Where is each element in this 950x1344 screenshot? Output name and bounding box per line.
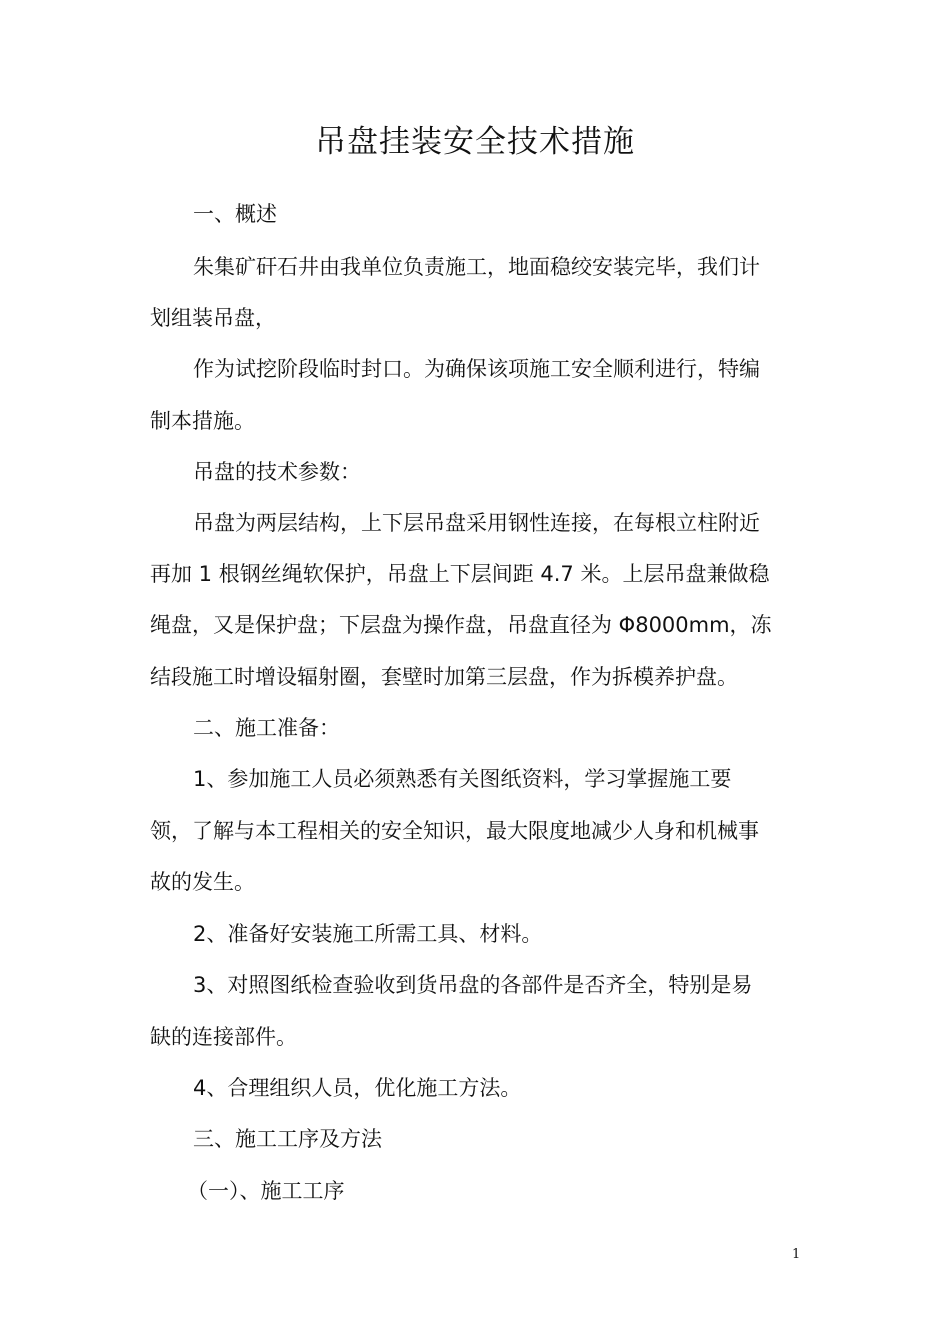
page-number: 1	[792, 1247, 801, 1262]
list-item-line: 2、准备好安装施工所需工具、材料。	[193, 922, 543, 946]
paragraph-line: 绳盘，又是保护盘；下层盘为操作盘，吊盘直径为 Φ8000mm，冻	[150, 613, 772, 637]
list-item-line: 领，了解与本工程相关的安全知识，最大限度地减少人身和机械事	[150, 819, 759, 843]
paragraph-line: 朱集矿矸石井由我单位负责施工，地面稳绞安装完毕，我们计	[193, 255, 760, 279]
paragraph-line: 划组装吊盘，	[150, 306, 276, 330]
list-item-line: 4、合理组织人员，优化施工方法。	[193, 1076, 522, 1100]
list-item-line: 故的发生。	[150, 870, 255, 894]
paragraph-line: 结段施工时增设辐射圈，套壁时加第三层盘，作为拆模养护盘。	[150, 665, 738, 689]
paragraph-line: 制本措施。	[150, 409, 255, 433]
list-item-line: 1、参加施工人员必须熟悉有关图纸资料，学习掌握施工要	[193, 767, 732, 791]
document-title: 吊盘挂装安全技术措施	[315, 124, 635, 160]
section-heading-preparation: 二、施工准备：	[193, 716, 340, 740]
paragraph-line: 吊盘为两层结构，上下层吊盘采用钢性连接，在每根立柱附近	[193, 511, 760, 535]
list-item-line: 缺的连接部件。	[150, 1025, 297, 1049]
subheading-parameters: 吊盘的技术参数：	[193, 460, 361, 484]
paragraph-line: 作为试挖阶段临时封口。为确保该项施工安全顺利进行，特编	[193, 357, 760, 381]
paragraph-line: 再加 1 根钢丝绳软保护，吊盘上下层间距 4.7 米。上层吊盘兼做稳	[150, 562, 770, 586]
section-heading-procedure: 三、施工工序及方法	[193, 1127, 382, 1151]
subsection-heading-sequence: （一）、施工工序	[187, 1179, 345, 1203]
section-heading-overview: 一、概述	[193, 202, 277, 226]
list-item-line: 3、对照图纸检查验收到货吊盘的各部件是否齐全，特别是易	[193, 973, 753, 997]
